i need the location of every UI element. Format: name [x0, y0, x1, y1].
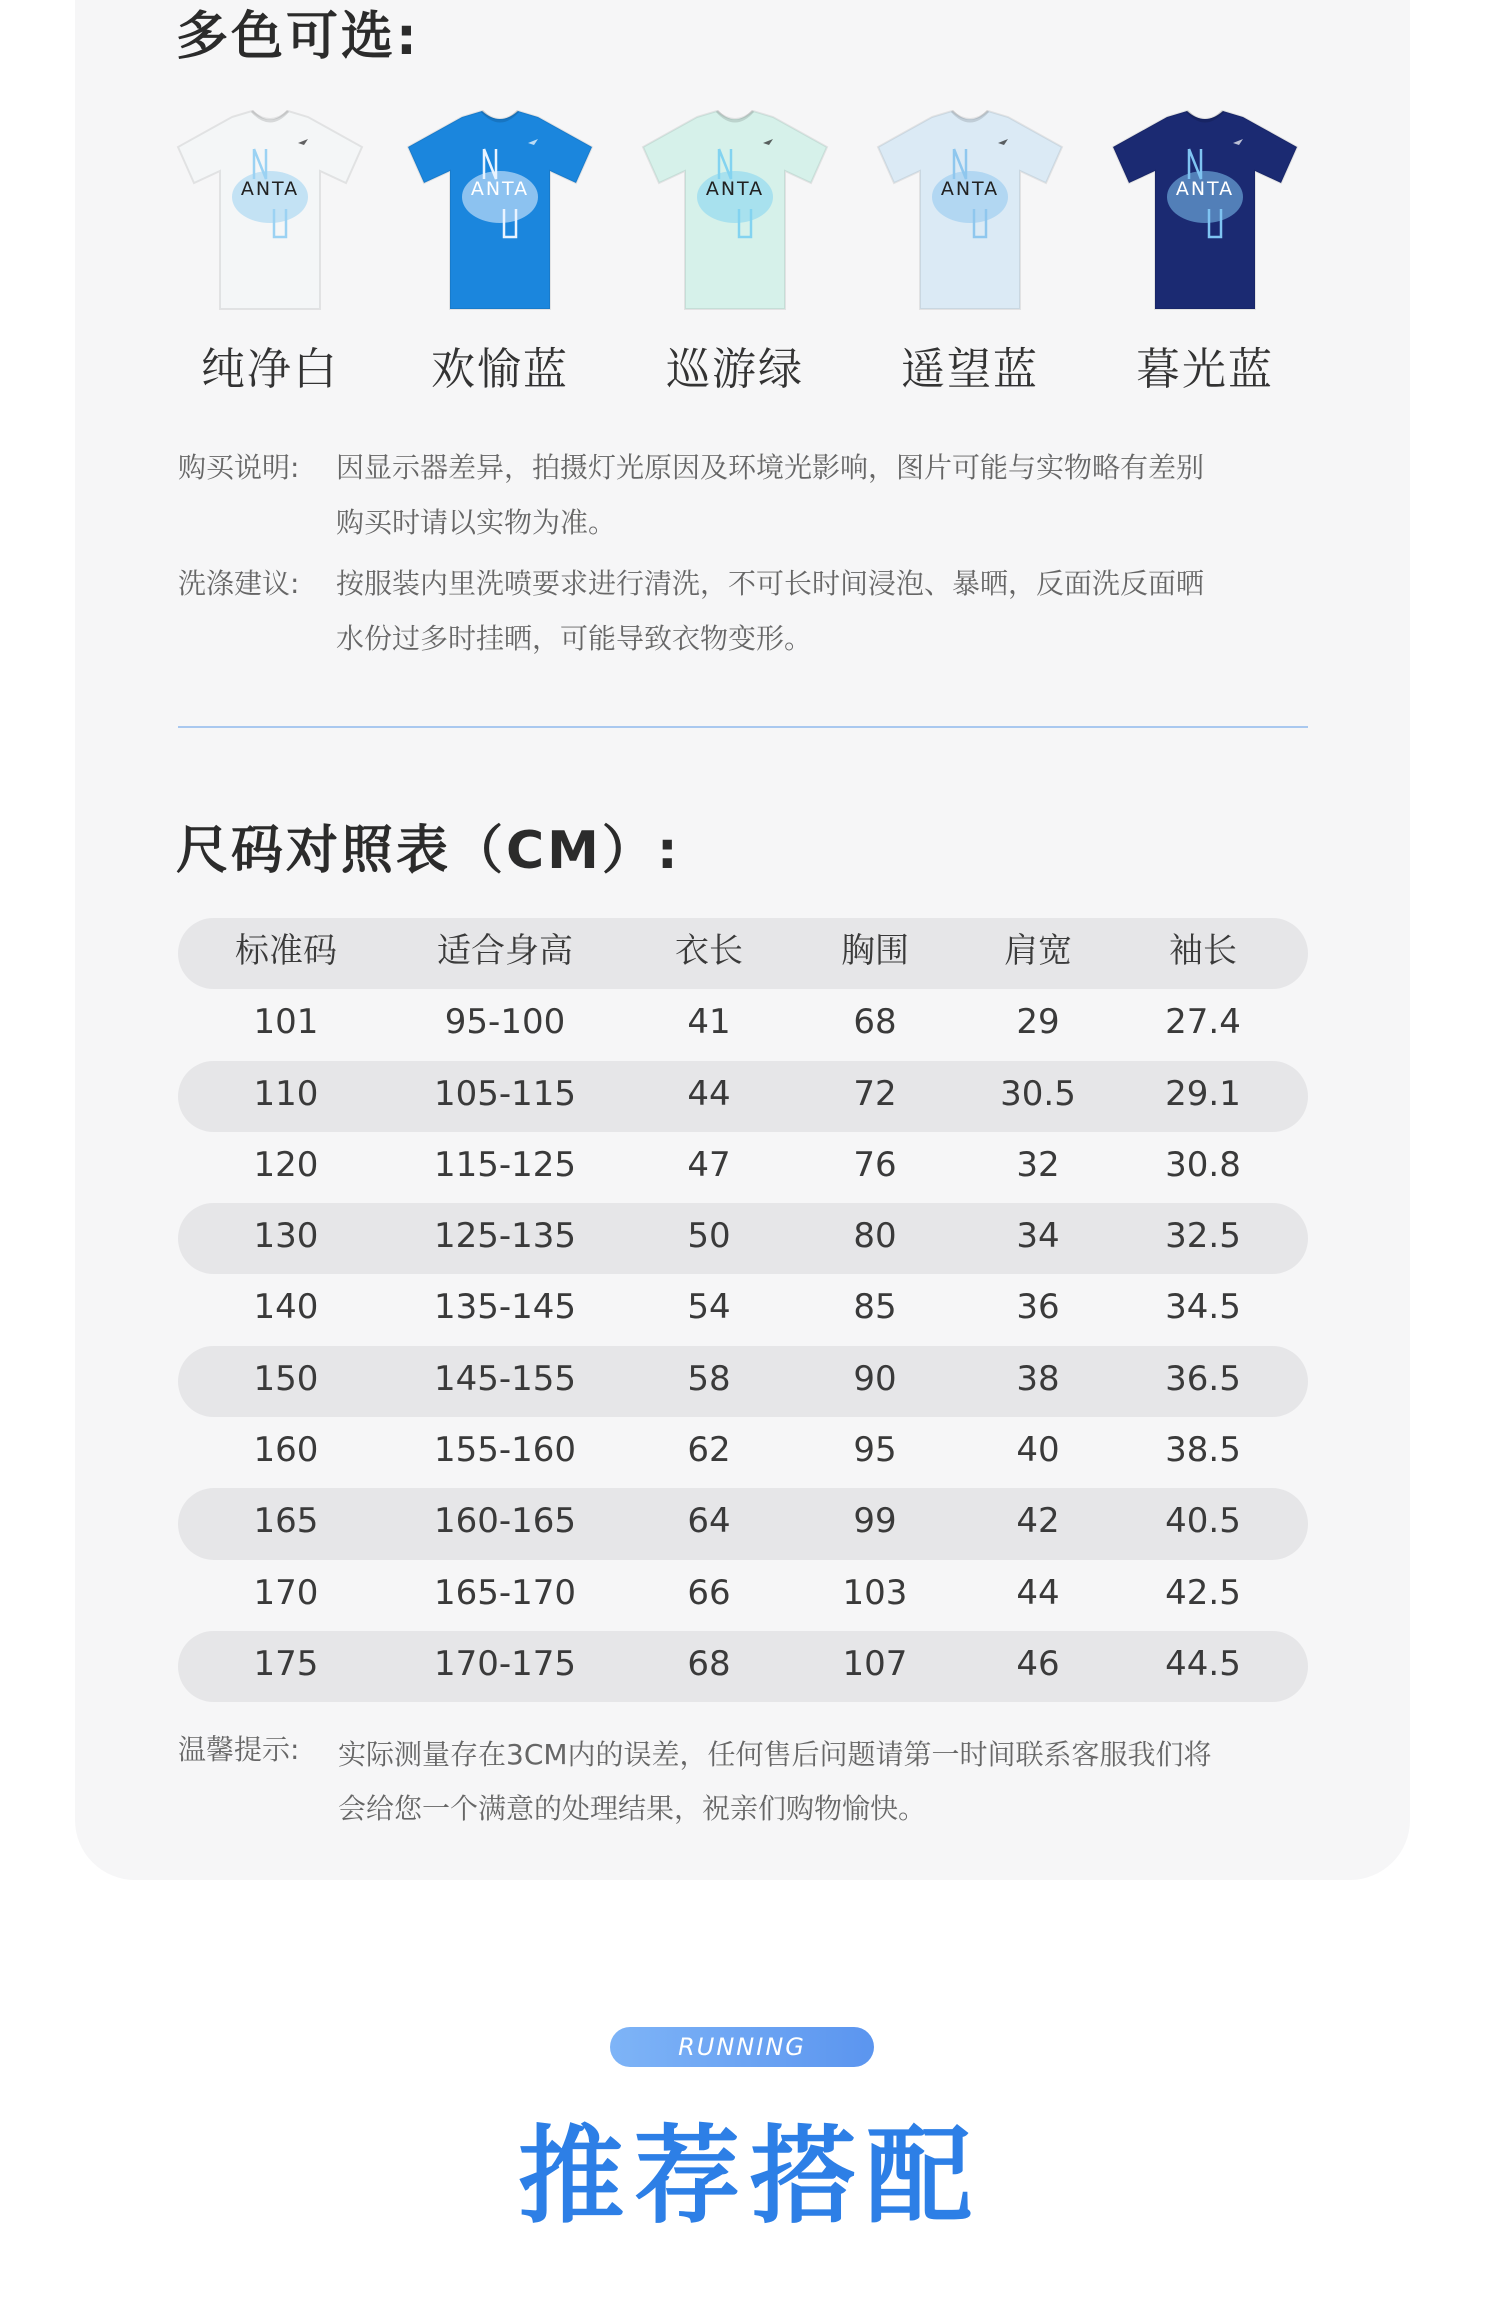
note-text: [336, 440, 1496, 550]
table-header-cell: 胸围: [841, 931, 909, 971]
table-cell: 68: [853, 1002, 897, 1043]
table-cell: 40: [1016, 1430, 1060, 1471]
anta-logo: ANTA: [470, 178, 530, 200]
running-badge: RUNNING: [610, 2027, 874, 2067]
table-cell: 47: [687, 1144, 731, 1185]
tshirt-image: [870, 105, 1070, 315]
table-cell: 50: [687, 1216, 731, 1257]
table-cell: 107: [842, 1643, 908, 1684]
table-cell: 76: [853, 1144, 897, 1185]
table-cell: 120: [253, 1144, 319, 1185]
note-line: 按服装内里洗喷要求进行清洗，不可长时间浸泡、暴晒，反面洗反面晒: [336, 567, 1205, 600]
table-cell: 44.5: [1165, 1643, 1241, 1684]
table-cell: 36.5: [1165, 1358, 1241, 1399]
table-row: [178, 1631, 1308, 1702]
table-cell: 101: [253, 1002, 319, 1043]
table-cell: 36: [1016, 1287, 1060, 1328]
table-cell: 29: [1016, 1002, 1060, 1043]
shirt-option[interactable]: [160, 105, 380, 405]
table-cell: 95-100: [444, 1002, 566, 1043]
table-cell: 175: [253, 1643, 319, 1684]
color-options: [160, 105, 1320, 405]
table-row: [178, 989, 1308, 1060]
shirt-option[interactable]: [390, 105, 610, 405]
table-row: [178, 1488, 1308, 1559]
table-cell: 62: [687, 1430, 731, 1471]
shirt-option[interactable]: [1095, 105, 1315, 405]
table-cell: 140: [253, 1287, 319, 1328]
table-header-cell: 肩宽: [1004, 931, 1072, 971]
table-cell: 44: [687, 1073, 731, 1114]
table-row: [178, 1132, 1308, 1203]
table-cell: 66: [687, 1572, 731, 1613]
table-cell: 103: [842, 1572, 908, 1613]
note-line: 因显示器差异，拍摄灯光原因及环境光影响，图片可能与实物略有差别: [336, 451, 1205, 484]
table-cell: 54: [687, 1287, 731, 1328]
shirt-color-name: 巡游绿: [666, 344, 804, 395]
size-chart-title: 尺码对照表（CM）:: [176, 821, 681, 881]
table-cell: 99: [853, 1501, 897, 1542]
table-cell: 27.4: [1165, 1002, 1241, 1043]
shirt-color-name: 欢愉蓝: [431, 344, 569, 395]
table-row: [178, 1346, 1308, 1417]
table-cell: 38.5: [1165, 1430, 1241, 1471]
table-cell: 110: [253, 1073, 319, 1114]
anta-logo: ANTA: [240, 178, 300, 200]
table-cell: 68: [687, 1643, 731, 1684]
table-header-cell: 袖长: [1169, 931, 1237, 971]
table-cell: 130: [253, 1216, 319, 1257]
table-header-cell: 适合身高: [437, 931, 573, 971]
colors-title: 多色可选:: [176, 7, 420, 67]
anta-logo: ANTA: [940, 178, 1000, 200]
tshirt-image: [1105, 105, 1305, 315]
table-cell: 145-155: [433, 1358, 577, 1399]
table-cell: 32.5: [1165, 1216, 1241, 1257]
table-header-cell: 衣长: [675, 931, 743, 971]
shirt-option[interactable]: [860, 105, 1080, 405]
table-cell: 34.5: [1165, 1287, 1241, 1328]
table-cell: 32: [1016, 1144, 1060, 1185]
note-line: 购买时请以实物为准。: [336, 506, 617, 539]
table-row: [178, 1274, 1308, 1345]
table-cell: 41: [687, 1002, 731, 1043]
anta-logo: ANTA: [1175, 178, 1235, 200]
table-cell: 64: [687, 1501, 731, 1542]
table-cell: 135-145: [433, 1287, 577, 1328]
table-cell: 155-160: [433, 1430, 577, 1471]
size-table: [178, 918, 1308, 1702]
tshirt-image: [170, 105, 370, 315]
table-cell: 160-165: [433, 1501, 577, 1542]
table-row: [178, 1061, 1308, 1132]
shirt-option[interactable]: [625, 105, 845, 405]
table-cell: 46: [1016, 1643, 1060, 1684]
tip-text: [338, 1728, 1328, 1836]
table-cell: 38: [1016, 1358, 1060, 1399]
table-header-row: [178, 918, 1308, 989]
note-line: 水份过多时挂晒，可能导致衣物变形。: [336, 622, 813, 655]
note-text: [336, 556, 1496, 666]
table-cell: 150: [253, 1358, 319, 1399]
table-cell: 85: [853, 1287, 897, 1328]
table-cell: 72: [853, 1073, 897, 1114]
table-cell: 170: [253, 1572, 319, 1613]
anta-logo: ANTA: [705, 178, 765, 200]
table-cell: 165-170: [433, 1572, 577, 1613]
table-cell: 34: [1016, 1216, 1060, 1257]
shirt-color-name: 遥望蓝: [901, 344, 1039, 395]
section-divider: [178, 726, 1308, 728]
recommend-title: 推荐搭配: [518, 2115, 982, 2238]
table-cell: 165: [253, 1501, 319, 1542]
table-cell: 44: [1016, 1572, 1060, 1613]
table-cell: 30.5: [1000, 1073, 1076, 1114]
table-cell: 42: [1016, 1501, 1060, 1542]
table-row: [178, 1560, 1308, 1631]
table-cell: 125-135: [433, 1216, 577, 1257]
table-cell: 30.8: [1165, 1144, 1241, 1185]
table-cell: 29.1: [1165, 1073, 1241, 1114]
table-cell: 58: [687, 1358, 731, 1399]
table-cell: 90: [853, 1358, 897, 1399]
table-cell: 95: [853, 1430, 897, 1471]
table-cell: 40.5: [1165, 1501, 1241, 1542]
table-cell: 80: [853, 1216, 897, 1257]
table-cell: 105-115: [433, 1073, 577, 1114]
tshirt-image: [400, 105, 600, 315]
tip-line: 会给您一个满意的处理结果，祝亲们购物愉快。: [338, 1792, 927, 1825]
table-row: [178, 1417, 1308, 1488]
tip-line: 实际测量存在3CM内的误差，任何售后问题请第一时间联系客服我们将: [338, 1738, 1212, 1771]
shirt-color-name: 纯净白: [201, 344, 339, 395]
table-row: [178, 1203, 1308, 1274]
tip-label: 温馨提示:: [178, 1733, 300, 1766]
table-cell: 160: [253, 1430, 319, 1471]
note-label: 购买说明:: [178, 451, 300, 484]
table-cell: 115-125: [433, 1144, 577, 1185]
table-header-cell: 标准码: [235, 931, 337, 971]
table-cell: 170-175: [433, 1643, 577, 1684]
note-label: 洗涤建议:: [178, 567, 300, 600]
tshirt-image: [635, 105, 835, 315]
shirt-color-name: 暮光蓝: [1136, 344, 1274, 395]
table-cell: 42.5: [1165, 1572, 1241, 1613]
